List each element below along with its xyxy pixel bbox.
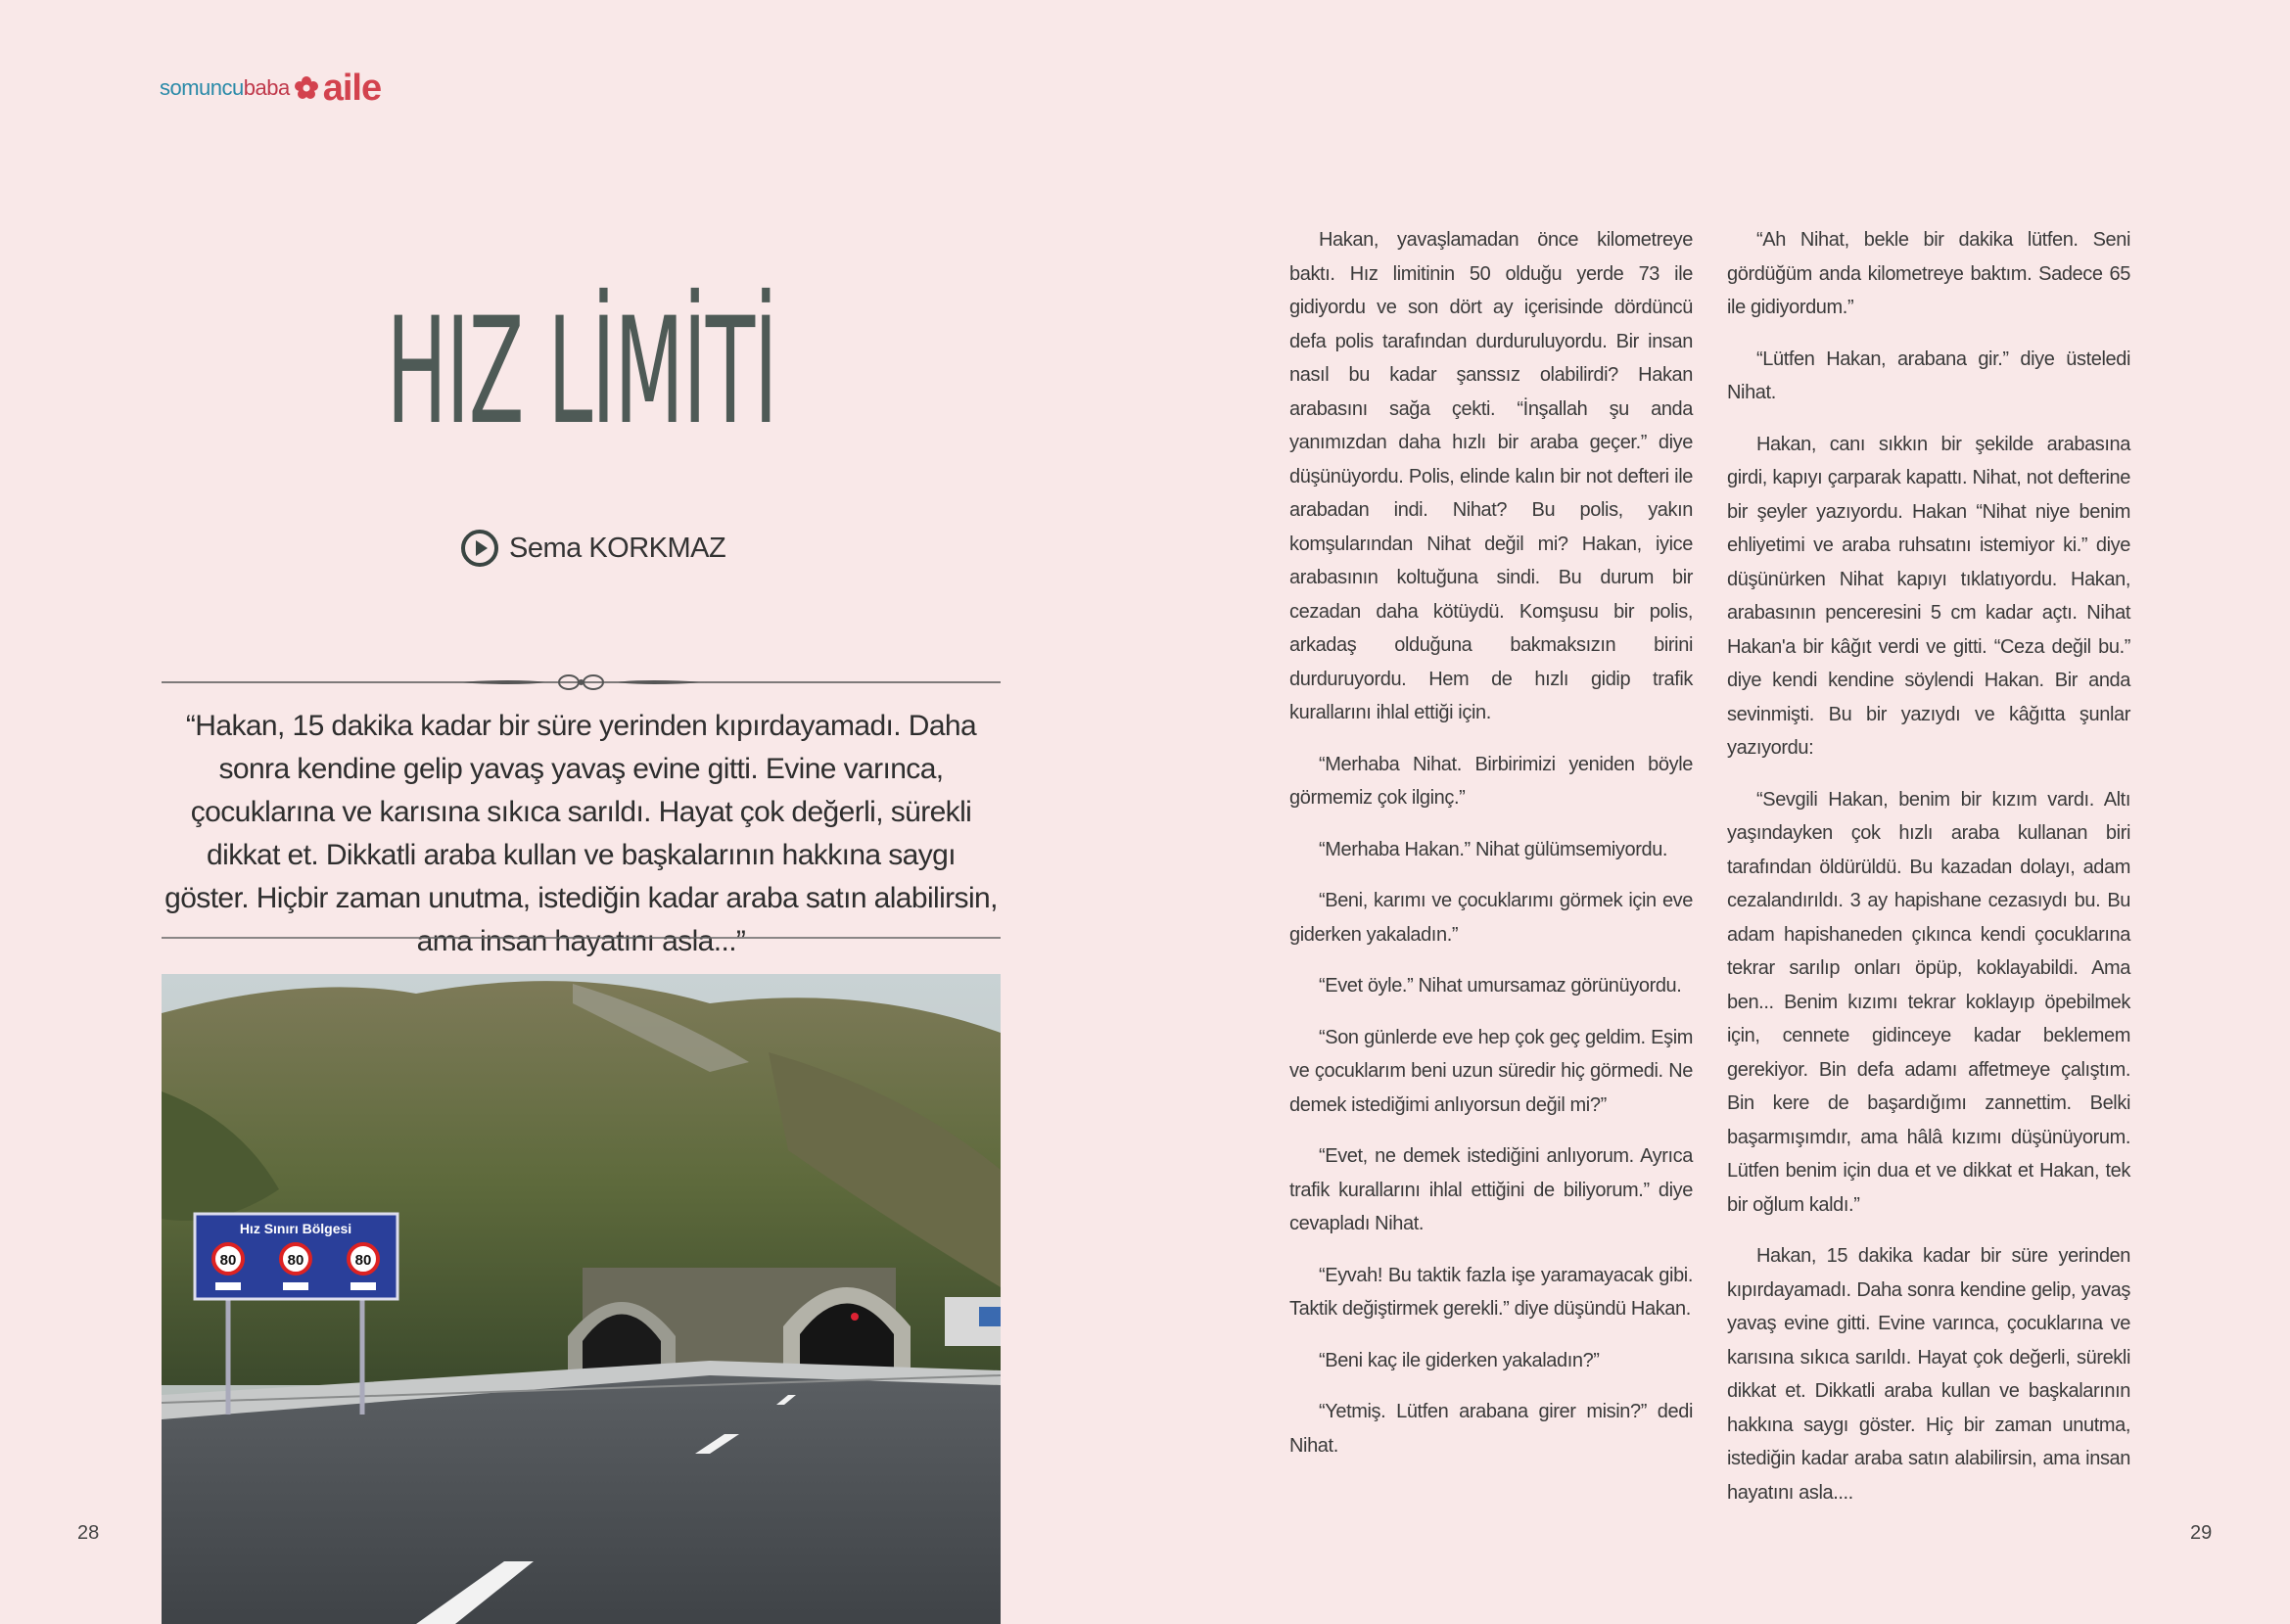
paragraph: “Evet öyle.” Nihat umursamaz görünüyordu. — [1319, 975, 1682, 997]
speed-limit-3: 80 — [354, 1252, 372, 1269]
text-column-1 — [1289, 223, 1693, 1480]
article-title: HIZ LİMİTİ — [386, 287, 777, 457]
paragraph: “Yetmiş. Lütfen arabana girer misin?” dedi Nihat. — [1289, 1401, 1693, 1457]
pull-quote: “Hakan, 15 dakika kadar bir süre yerinden kıpırdayamadı. Daha sonra kendine gelip yavaş yavaş evine gitti. Evine varınca, çocuklarına ve karısına sıkıca sarıldı. Hayat çok değerli, sürekli dikkat et. Dikkatli araba kullan ve başkalarının hakkına saygı göster. Hiçbir zaman unutma, istediğin kadar araba satın alabilirsin, ama insan hayatını asla...” — [164, 710, 998, 957]
page-number-right: 29 — [2190, 1522, 2213, 1544]
play-circle-icon — [460, 529, 499, 568]
divider-line — [162, 935, 1001, 941]
highway-tunnel-photo — [162, 974, 1001, 1624]
paragraph: “Son günlerde eve hep çok geç geldim. Eşim ve çocuklarım beni uzun süredir hiç görmedi. Ne demek istediğimi anlıyorsun değil mi?” — [1289, 1026, 1693, 1116]
speed-limit-2: 80 — [287, 1252, 304, 1269]
speed-limit-1: 80 — [219, 1252, 237, 1269]
paragraph: Hakan, 15 dakika kadar bir süre yerinden kıpırdayamadı. Daha sonra kendine gelip, yavaş yavaş evine gitti. Evine varınca, çocuklarına ve karısına sıkıca sarıldı. Hayat çok değerli, sürekli dikkat et. Dikkatli araba kullan ve başkalarının hakkına saygı göster. Hiç bir zaman unutma, istediğin kadar araba satın alabilirsin, ama insan hayatını asla.... — [1727, 1245, 2130, 1504]
paragraph: “Lütfen Hakan, arabana gir.” diye üsteledi Nihat. — [1727, 348, 2130, 403]
paragraph: “Evet, ne demek istediğini anlıyorum. Ayrıca trafik kurallarını ihlal ettiğini de biliyorum.” diye cevapladı Nihat. — [1289, 1145, 1693, 1234]
sign-title: Hız Sınırı Bölgesi — [239, 1221, 352, 1236]
paragraph: “Merhaba Hakan.” Nihat gülümsemiyordu. — [1319, 838, 1668, 860]
logo-text-aile: aile — [322, 68, 382, 109]
paragraph: “Beni, karımı ve çocuklarımı görmek için eve giderken yakaladın.” — [1289, 890, 1693, 946]
paragraph: “Ah Nihat, bekle bir dakika lütfen. Seni gördüğüm anda kilometreye baktım. Sadece 65 ile gidiyordum.” — [1727, 229, 2130, 318]
paragraph: “Merhaba Nihat. Birbirimizi yeniden böyle görmemiz çok ilginç.” — [1289, 753, 1693, 809]
paragraph: Hakan, canı sıkkın bir şekilde arabasına girdi, kapıyı çarparak kapattı. Nihat, not defterine bir şeyler yazıyordu. Hakan “Nihat niye benim ehliyetimi ve araba ruhsatını istemiyor ki.” diye düşünürken Nihat kapıyı tıklatıyordu. Hakan, arabasının penceresini 5 cm kadar açtı. Nihat Hakan'a bir kâğıt verdi ve gitti. “Ceza değil bu.” diye kendi kendine söylendi Hakan. Bir anda sevinmişti. Bu bir yazıydı ve kâğıtta şunlar yazıyordu: — [1727, 433, 2130, 759]
paragraph: “Beni kaç ile giderken yakaladın?” — [1319, 1349, 1600, 1371]
ornamental-divider — [162, 673, 1001, 692]
paragraph: Hakan, yavaşlamadan önce kilometreye baktı. Hız limitinin 50 olduğu yerde 73 ile gidiyordu ve son dört ay içerisinde dördüncü defa polis tarafından durduruluyordu. Bir insan nasıl bu kadar şanssız olabilirdi? Hakan arabasını sağa çekti. “İnşallah şu anda yanımızdan daha hızlı bir araba geçer.” diye düşünüyordu. Polis, elinde kalın bir not defteri ile arabadan indi. Nihat? Bu polis, yakın komşularından Nihat değil mi? Hakan, iyice arabasının koltuğuna sindi. Bu durum bir cezadan daha kötüydü. Komşusu bir polis, arkadaş olduğuna bakmaksızın birini durduruyordu. Hem de hızlı gidip trafik kurallarını ihlal ettiği için. — [1289, 229, 1693, 723]
author-name: Sema KORKMAZ — [509, 532, 726, 564]
page-number-left: 28 — [77, 1522, 100, 1544]
logo-text-somuncu: somuncu — [160, 75, 244, 100]
paragraph: “Eyvah! Bu taktik fazla işe yaramayacak gibi. Taktik değiştirmek gerekli.” diye düşündü Hakan. — [1289, 1264, 1693, 1320]
text-column-2 — [1727, 223, 2130, 1527]
flower-icon — [294, 75, 319, 101]
logo-text-baba: baba — [243, 75, 290, 100]
paragraph: “Sevgili Hakan, benim bir kızım vardı. Altı yaşındayken çok hızlı araba kullanan biri tarafından öldürüldü. Bu kazadan dolayı, adam cezalandırıldı. 3 ay hapishane cezasıydı bu. Bu adam hapishaneden çıkınca kendi çocuklarına tekrar sarılıp onları öpüp, koklayabildi. Ama ben... Benim kızımı tekrar koklayıp öpebilmek için, cennete gidinceye kadar beklemem gerekiyor. Bin defa adamı affetmeye çalıştım. Bin kere de başardığımı zannettim. Belki başarmışımdır, ama hâlâ kızımı düşünüyorum. Lütfen benim için dua et ve dikkat et Hakan, tek bir oğlum kaldı.” — [1727, 788, 2130, 1216]
author-byline — [460, 529, 725, 568]
magazine-logo — [160, 69, 381, 108]
